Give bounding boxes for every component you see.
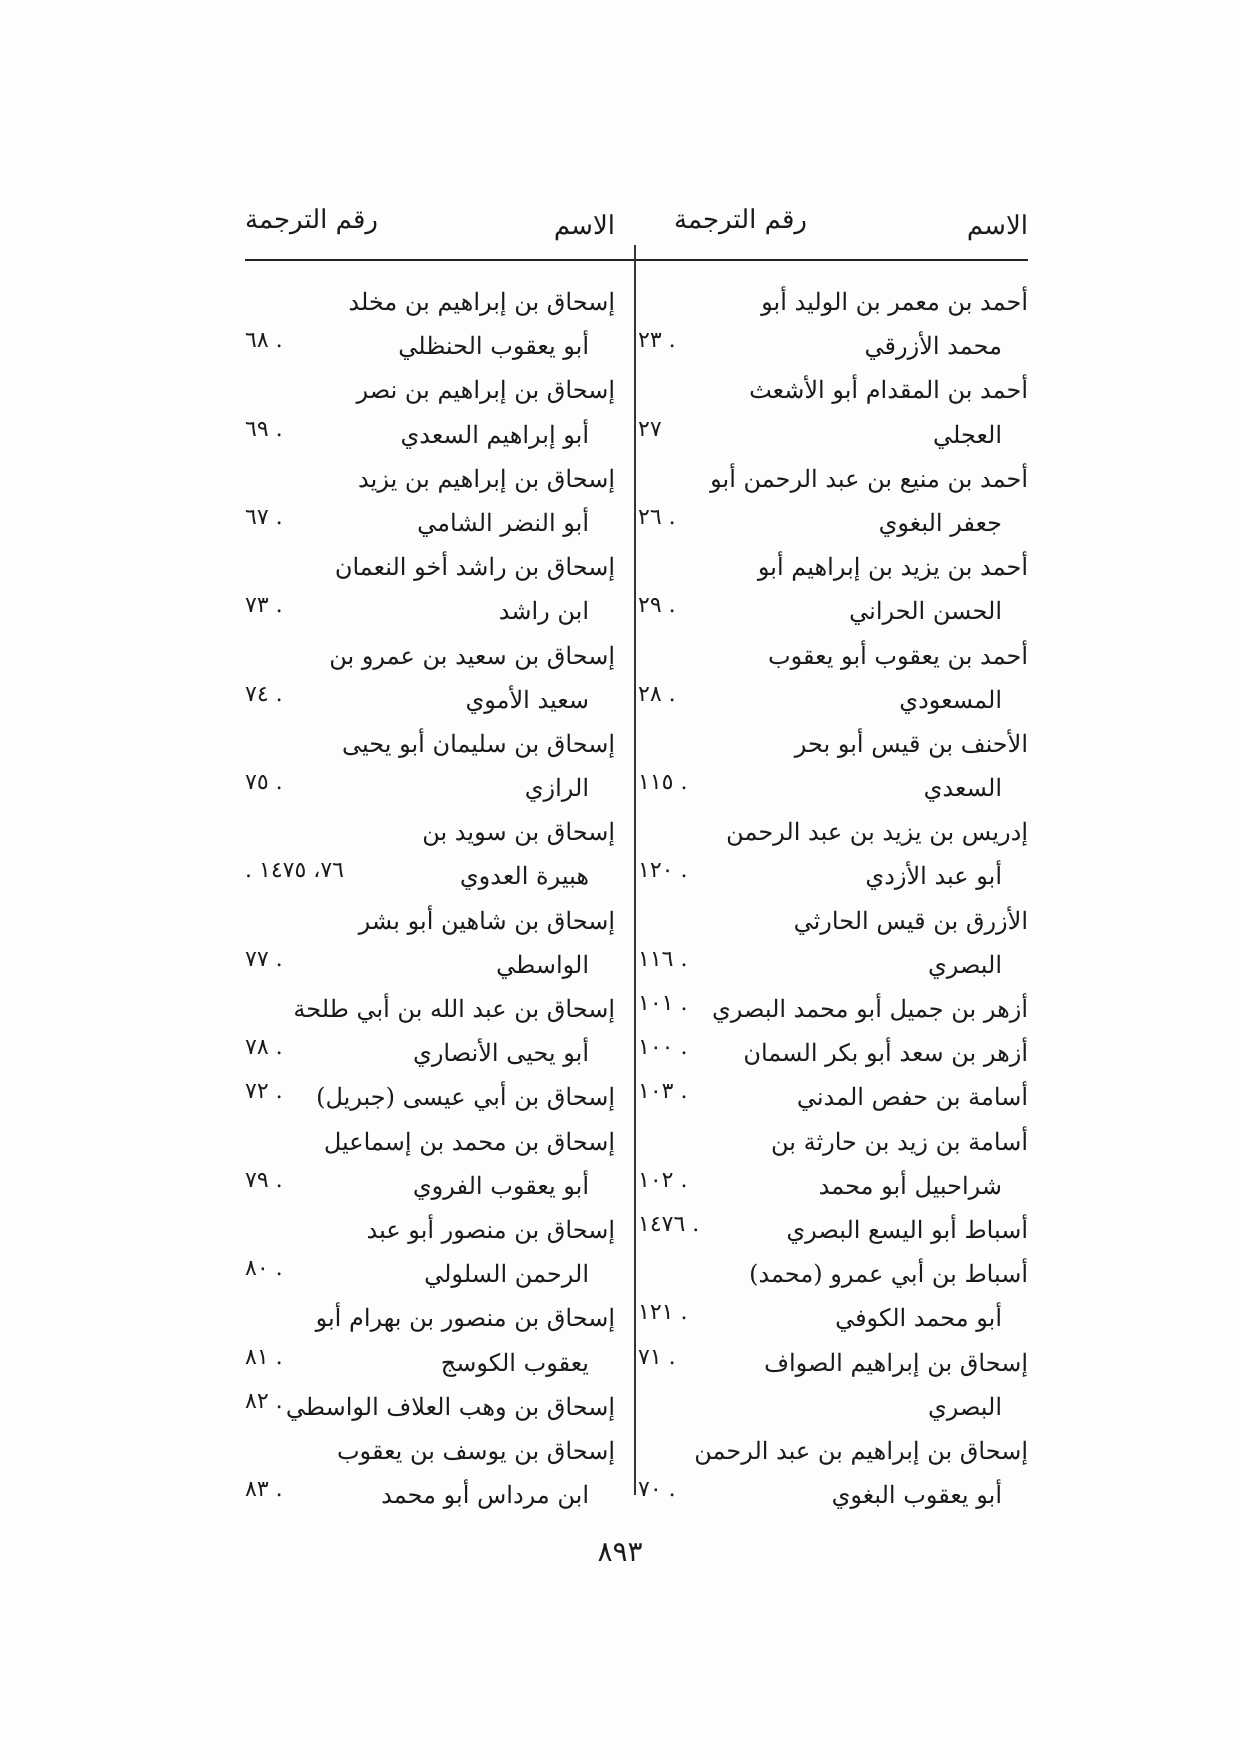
entry-number: ٢٧ [638, 416, 662, 442]
entry-number: . ١٢١ [638, 1300, 688, 1326]
entry-name: أبو النضر الشامي [417, 508, 589, 537]
entry-name: إسحاق بن وهب العلاف الواسطي [285, 1392, 615, 1421]
index-entry [638, 856, 1028, 900]
header-number-left: رقم الترجمة [245, 205, 378, 235]
index-entry [245, 459, 615, 503]
entry-name: العجلي [933, 420, 1002, 449]
entry-name: إدريس بن يزيد بن عبد الرحمن [726, 818, 1028, 847]
entry-name: الأحنف بن قيس أبو بحر [794, 729, 1028, 758]
index-entry [638, 680, 1028, 724]
entry-number: . ٧٢ [245, 1079, 283, 1105]
index-entry [638, 636, 1028, 680]
entry-name: إسحاق بن أبي عيسى (جبريل) [316, 1083, 615, 1112]
entry-name: أبو يعقوب الفروي [412, 1171, 589, 1200]
index-entry [638, 1210, 1028, 1254]
entry-name: الأزرق بن قيس الحارثي [793, 906, 1028, 935]
entry-number: . ٢٩ [638, 593, 676, 619]
column-divider [634, 245, 636, 1495]
entry-name: أزهر بن جميل أبو محمد البصري [711, 995, 1028, 1023]
entry-name: أحمد بن معمر بن الوليد أبو [761, 288, 1028, 316]
entry-name: إسحاق بن عبد الله بن أبي طلحة [293, 995, 615, 1023]
index-entry [638, 1387, 1028, 1431]
index-entry [245, 1210, 615, 1254]
index-entry [638, 1122, 1028, 1166]
header-name-right: الاسم [966, 211, 1028, 241]
entry-name: الرازي [524, 774, 589, 803]
entry-name: جعفر البغوي [878, 508, 1002, 537]
entry-name: إسحاق بن شاهين أبو بشر [358, 906, 615, 935]
entry-name: أحمد بن المقدام أبو الأشعث [749, 376, 1028, 405]
header-name-left: الاسم [553, 211, 615, 241]
entry-name: أحمد بن يعقوب أبو يعقوب [768, 641, 1028, 670]
entry-name: أبو يعقوب البغوي [831, 1481, 1002, 1510]
index-entry [245, 1033, 615, 1077]
entry-name: إسحاق بن إبراهيم الصواف [764, 1348, 1028, 1377]
entry-name: أبو إبراهيم السعدي [400, 420, 589, 449]
entry-name: الرحمن السلولي [424, 1260, 589, 1289]
entry-number: . ٧٤ [245, 681, 283, 707]
entry-name: محمد الأزرقي [864, 332, 1002, 361]
entry-name: هبيرة العدوي [459, 862, 589, 891]
index-entry [638, 1033, 1028, 1077]
index-entry [638, 1077, 1028, 1121]
index-entry [245, 1298, 615, 1342]
entry-name: إسحاق بن إبراهيم بن مخلد [348, 288, 615, 316]
entry-name: أسباط أبو اليسع البصري [786, 1215, 1028, 1244]
index-entry [245, 1387, 615, 1431]
index-entry [638, 1254, 1028, 1298]
entry-name: شراحبيل أبو محمد [818, 1171, 1002, 1200]
index-entry [245, 945, 615, 989]
entry-number: . ٢٦ [638, 504, 676, 530]
index-entry [638, 989, 1028, 1033]
index-entry [245, 547, 615, 591]
index-entry [245, 1343, 615, 1387]
entry-number: . ٢٣ [638, 328, 676, 354]
index-entry [638, 901, 1028, 945]
entry-number: ٧٦، ١٤٧٥ . [245, 858, 344, 884]
entry-name: إسحاق بن سعيد بن عمرو بن [329, 641, 615, 670]
index-entry [638, 591, 1028, 635]
left-column-header [245, 205, 615, 261]
index-entry [245, 1122, 615, 1166]
entry-number: . ٧٥ [245, 770, 283, 796]
entry-number: . ٨٢ [245, 1388, 283, 1414]
index-entry [245, 901, 615, 945]
page-number: ٨٩٣ [597, 1535, 643, 1568]
entry-number: . ٧٧ [245, 946, 283, 972]
entry-number: . ١٠١ [638, 991, 688, 1016]
entry-number: . ٧٣ [245, 593, 283, 619]
index-entry [245, 1077, 615, 1121]
index-entry [245, 812, 615, 856]
entry-name: يعقوب الكوسج [440, 1348, 589, 1377]
entry-name: الواسطي [496, 950, 589, 979]
entry-name: إسحاق بن إبراهيم بن نصر [356, 376, 615, 405]
entry-number: . ٧٩ [245, 1167, 283, 1193]
entry-number: . ١١٦ [638, 946, 688, 972]
entry-number: . ١٠٢ [638, 1167, 688, 1193]
index-entry [245, 370, 615, 414]
entry-name: أسباط بن أبي عمرو (محمد) [749, 1260, 1028, 1289]
index-entry [245, 680, 615, 724]
index-entry [638, 503, 1028, 547]
header-number-right: رقم الترجمة [674, 205, 807, 235]
right-column-entries [638, 282, 1028, 1519]
index-entry [638, 415, 1028, 459]
entry-name: أحمد بن يزيد بن إبراهيم أبو [757, 553, 1028, 582]
entry-name: أسامة بن زيد بن حارثة بن [771, 1127, 1028, 1156]
entry-name: ابن مرداس أبو محمد [381, 1481, 589, 1510]
entry-name: أزهر بن سعد أبو بكر السمان [743, 1039, 1028, 1068]
entry-name: ابن راشد [498, 597, 589, 626]
index-entry [245, 415, 615, 459]
entry-number: . ٨١ [245, 1344, 283, 1370]
entry-name: إسحاق بن إبراهيم بن عبد الرحمن [694, 1436, 1028, 1465]
index-entry [245, 856, 615, 900]
entry-number: . ٨٣ [245, 1477, 283, 1503]
index-entry [245, 989, 615, 1033]
index-entry [245, 326, 615, 370]
entry-number: . ١١٥ [638, 770, 688, 796]
left-column-entries [245, 282, 615, 1519]
entry-name: أبو عبد الأزدي [865, 862, 1002, 891]
entry-name: إسحاق بن سليمان أبو يحيى [342, 729, 615, 758]
index-entry [638, 1431, 1028, 1475]
entry-number: . ١٤٧٦ [638, 1211, 700, 1237]
entry-number: . ٨٠ [245, 1256, 283, 1282]
index-entry [638, 370, 1028, 414]
entry-name: أحمد بن منيع بن عبد الرحمن أبو [710, 464, 1028, 493]
index-entry [245, 1166, 615, 1210]
entry-number: . ٦٧ [245, 504, 283, 530]
index-entry [638, 1166, 1028, 1210]
entry-name: أبو يعقوب الحنظلي [398, 332, 589, 361]
index-entry [638, 945, 1028, 989]
index-entry [245, 1475, 615, 1519]
entry-number: . ٧٨ [245, 1035, 283, 1061]
header-rule [245, 259, 1028, 261]
entry-name: السعدي [923, 774, 1002, 803]
index-entry [245, 768, 615, 812]
entry-name: البصري [927, 1392, 1002, 1421]
entry-number: . ١٢٠ [638, 858, 688, 884]
index-entry [245, 503, 615, 547]
index-entry [638, 1475, 1028, 1519]
index-entry [245, 282, 615, 326]
entry-name: إسحاق بن منصور أبو عبد [366, 1215, 615, 1244]
entry-name: الحسن الحراني [849, 597, 1002, 626]
entry-name: إسحاق بن سويد بن [422, 818, 615, 847]
entry-name: إسحاق بن محمد بن إسماعيل [323, 1127, 615, 1156]
index-entry [638, 282, 1028, 326]
index-entry [638, 547, 1028, 591]
entry-name: إسحاق بن منصور بن بهرام أبو [315, 1304, 615, 1333]
entry-name: المسعودي [899, 685, 1002, 714]
entry-name: البصري [927, 950, 1002, 979]
index-entry [638, 812, 1028, 856]
index-entry [638, 1298, 1028, 1342]
index-entry [245, 1254, 615, 1298]
index-entry [245, 591, 615, 635]
entry-number: . ٦٨ [245, 328, 283, 354]
index-entry [638, 768, 1028, 812]
entry-name: إسحاق بن راشد أخو النعمان [334, 553, 615, 582]
entry-name: سعيد الأموي [465, 685, 589, 714]
right-column-header [638, 205, 1028, 261]
entry-name: أبو يحيى الأنصاري [413, 1039, 589, 1068]
entry-name: أبو محمد الكوفي [835, 1304, 1002, 1333]
index-entry [245, 1431, 615, 1475]
index-entry [245, 724, 615, 768]
entry-number: . ٢٨ [638, 681, 676, 707]
entry-name: إسحاق بن إبراهيم بن يزيد [358, 464, 615, 493]
entry-number: . ٧١ [638, 1344, 676, 1370]
index-entry [638, 1343, 1028, 1387]
index-entry [245, 636, 615, 680]
entry-name: إسحاق بن يوسف بن يعقوب [336, 1436, 615, 1465]
entry-number: . ٧٠ [638, 1477, 676, 1503]
entry-name: أسامة بن حفص المدني [796, 1083, 1028, 1112]
entry-number: . ١٠٠ [638, 1035, 688, 1061]
index-entry [638, 326, 1028, 370]
index-entry [638, 724, 1028, 768]
entry-number: . ٦٩ [245, 416, 283, 442]
entry-number: . ١٠٣ [638, 1079, 688, 1105]
index-entry [638, 459, 1028, 503]
